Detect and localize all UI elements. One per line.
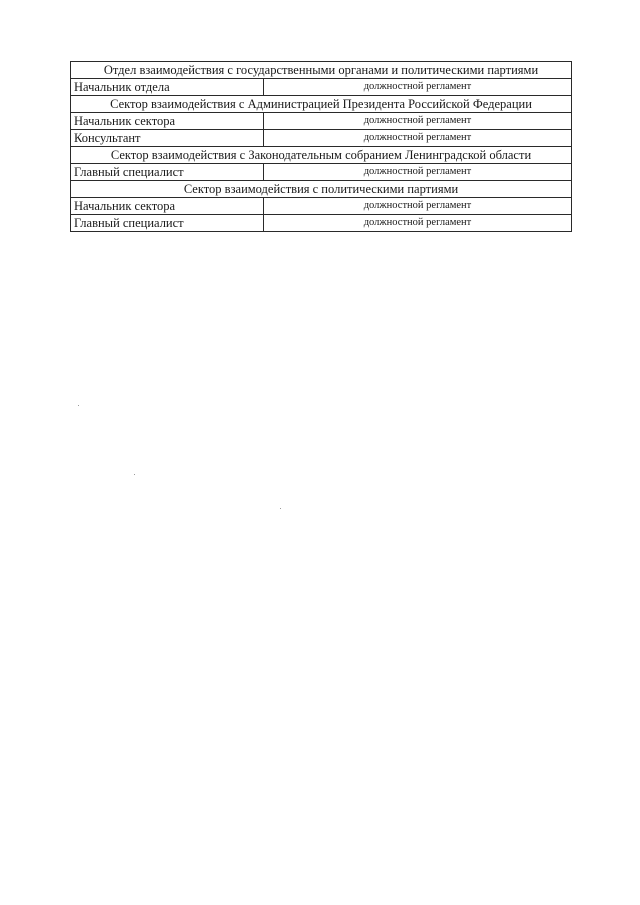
positions-table xyxy=(70,61,572,232)
document-cell: должностной регламент xyxy=(264,164,572,181)
section-row xyxy=(71,62,572,79)
table-row xyxy=(71,215,572,232)
position-cell: Начальник сектора xyxy=(71,113,264,130)
section-title: Сектор взаимодействия с Администрацией Президента Российской Федерации xyxy=(71,96,572,113)
position-cell: Главный специалист xyxy=(71,215,264,232)
table-row xyxy=(71,79,572,96)
table-row xyxy=(71,164,572,181)
section-row xyxy=(71,181,572,198)
document-cell: должностной регламент xyxy=(264,198,572,215)
document-cell: должностной регламент xyxy=(264,215,572,232)
position-cell: Консультант xyxy=(71,130,264,147)
scan-speck xyxy=(134,474,135,475)
document-cell: должностной регламент xyxy=(264,113,572,130)
table-row xyxy=(71,113,572,130)
table-row xyxy=(71,130,572,147)
document-cell: должностной регламент xyxy=(264,130,572,147)
section-row xyxy=(71,147,572,164)
section-title: Сектор взаимодействия с Законодательным собранием Ленинградской области xyxy=(71,147,572,164)
section-title: Отдел взаимодействия с государственными органами и политическими партиями xyxy=(71,62,572,79)
table-row xyxy=(71,198,572,215)
position-cell: Начальник отдела xyxy=(71,79,264,96)
position-cell: Главный специалист xyxy=(71,164,264,181)
document-cell: должностной регламент xyxy=(264,79,572,96)
scan-speck xyxy=(280,508,281,509)
scan-speck xyxy=(78,405,79,406)
position-cell: Начальник сектора xyxy=(71,198,264,215)
section-title: Сектор взаимодействия с политическими партиями xyxy=(71,181,572,198)
section-row xyxy=(71,96,572,113)
